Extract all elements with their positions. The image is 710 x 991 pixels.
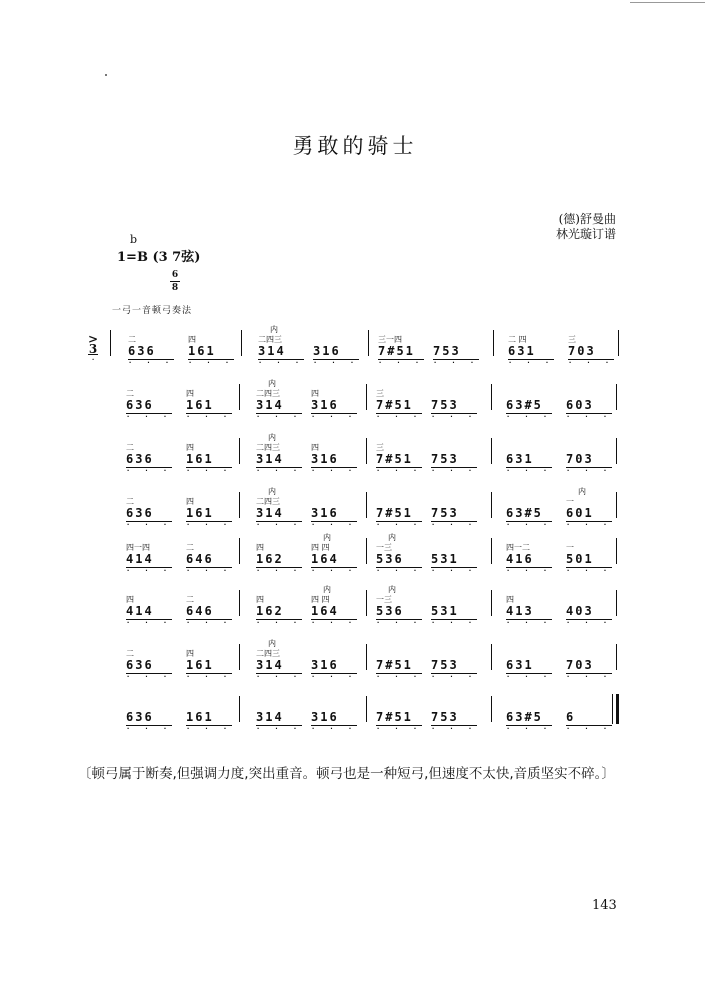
octave-dots: · · ·	[378, 359, 425, 367]
note-digits: 631	[508, 344, 554, 360]
barline	[491, 590, 492, 616]
note-digits: 753	[431, 452, 477, 468]
note-digits: 316	[311, 710, 357, 726]
octave-dots: · · ·	[256, 725, 303, 733]
note-digits: 161	[186, 658, 232, 674]
note-digits: 161	[186, 452, 232, 468]
barline	[491, 696, 492, 722]
note-digits: 753	[431, 710, 477, 726]
note-group	[431, 444, 478, 475]
inner-string-mark: 内	[323, 533, 331, 542]
note-group	[128, 335, 175, 367]
fingering-mark: 四一二	[506, 543, 530, 552]
note-digits: 63#5	[506, 506, 552, 522]
note-group	[311, 498, 358, 529]
final-barline-thin	[612, 694, 613, 724]
inner-string-mark: 内	[323, 585, 331, 594]
note-digits: 314	[256, 398, 302, 414]
score-row	[88, 320, 628, 370]
note-group	[506, 650, 553, 681]
scan-speck	[105, 74, 107, 76]
note-digits: 636	[126, 452, 172, 468]
barline	[616, 492, 617, 518]
note-digits: 501	[566, 552, 612, 568]
fingering-mark: 二	[126, 443, 134, 452]
octave-dots: · · ·	[508, 359, 555, 367]
fingering-mark: 四 四	[311, 595, 330, 604]
octave-dots: · · ·	[311, 413, 358, 421]
note-group	[506, 543, 553, 575]
note-group	[311, 443, 358, 475]
octave-dots: · · ·	[431, 413, 478, 421]
octave-dots: · · ·	[126, 521, 173, 529]
editor-credit: 林光璇订谱	[555, 227, 616, 241]
octave-dots: · · ·	[566, 467, 613, 475]
note-group	[506, 702, 553, 733]
octave-dots: · · ·	[256, 521, 303, 529]
octave-dots: · · ·	[566, 619, 613, 627]
note-group	[126, 443, 173, 475]
note-group	[126, 649, 173, 681]
inner-string-mark: 内	[268, 433, 276, 442]
note-digits: 601	[566, 506, 612, 522]
note-group	[506, 498, 553, 529]
note-digits: 636	[126, 658, 172, 674]
barline	[491, 384, 492, 410]
note-group	[186, 649, 233, 681]
note-group	[311, 702, 358, 733]
barline	[239, 438, 240, 464]
fingering-mark: 四	[126, 595, 134, 604]
barline	[491, 538, 492, 564]
key-text: 1=B (3 7弦)	[117, 250, 201, 265]
octave-dots: · · ·	[311, 521, 358, 529]
barline	[491, 644, 492, 670]
fingering-mark: 四	[311, 443, 319, 452]
note-group	[566, 702, 613, 733]
octave-dots: · · ·	[566, 521, 613, 529]
note-digits: 753	[431, 398, 477, 414]
barline	[366, 492, 367, 518]
note-digits: 63#5	[506, 398, 552, 414]
barline	[239, 696, 240, 722]
note-digits: 6	[566, 710, 612, 726]
octave-dots: · · ·	[186, 619, 233, 627]
fingering-mark: 二	[126, 389, 134, 398]
note-digits: 646	[186, 604, 232, 620]
note-digits: 636	[126, 710, 172, 726]
note-group	[506, 595, 553, 627]
note-digits: 162	[256, 604, 302, 620]
octave-dots: · · ·	[506, 619, 553, 627]
score-row	[88, 528, 628, 578]
fingering-mark: 二四三	[258, 335, 282, 344]
note-group	[256, 379, 303, 421]
note-digits: 631	[506, 658, 552, 674]
octave-dots: · · ·	[376, 673, 423, 681]
octave-dots: · · ·	[566, 725, 613, 733]
note-group	[126, 595, 173, 627]
octave-dots: · · ·	[431, 619, 478, 627]
note-digits: 536	[376, 552, 422, 568]
flat-sign: b	[130, 233, 138, 246]
octave-dots: · · ·	[568, 359, 615, 367]
barline	[366, 644, 367, 670]
barline	[366, 538, 367, 564]
inner-string-mark: 内	[388, 533, 396, 542]
note-group	[311, 585, 358, 627]
fingering-mark: 四 四	[311, 543, 330, 552]
barline	[366, 590, 367, 616]
fingering-mark: 二四三	[256, 443, 280, 452]
octave-dots: · · ·	[431, 521, 478, 529]
final-barline	[616, 694, 619, 724]
octave-dots: · · ·	[186, 521, 233, 529]
octave-dots: · · ·	[186, 413, 233, 421]
composer-credit: (德)舒曼曲	[558, 212, 616, 226]
octave-dots: · · ·	[431, 725, 478, 733]
note-group	[431, 544, 478, 575]
accent-mark: >	[88, 332, 99, 346]
score-row	[88, 580, 628, 630]
score-row	[88, 482, 628, 532]
score-row	[88, 428, 628, 478]
barline	[368, 330, 369, 356]
note-group	[508, 335, 555, 367]
octave-dots: · · ·	[506, 567, 553, 575]
octave-dots: · · ·	[188, 359, 235, 367]
inner-string-mark: 内	[268, 379, 276, 388]
barline	[616, 438, 617, 464]
octave-dots: · · ·	[376, 619, 423, 627]
note-group	[126, 702, 173, 733]
note-group	[256, 595, 303, 627]
fingering-mark: 三	[376, 443, 384, 452]
score-row	[88, 634, 628, 684]
note-digits: 413	[506, 604, 552, 620]
note-digits: 753	[433, 344, 479, 360]
note-group	[126, 497, 173, 529]
note-group	[431, 596, 478, 627]
note-digits: 753	[431, 658, 477, 674]
barline	[491, 438, 492, 464]
note-digits: 636	[128, 344, 174, 360]
note-digits: 314	[256, 658, 302, 674]
barline	[618, 330, 619, 356]
octave-dots: · · ·	[126, 619, 173, 627]
note-group	[186, 389, 233, 421]
inner-string-mark: 内	[388, 585, 396, 594]
octave-dots: · · ·	[258, 359, 305, 367]
note-digits: 636	[126, 506, 172, 522]
fingering-mark: 四	[506, 595, 514, 604]
octave-dots: · · ·	[566, 567, 613, 575]
fingering-mark: 二四三	[256, 497, 280, 506]
note-digits: 161	[188, 344, 234, 360]
octave-dots: · · ·	[311, 725, 358, 733]
barline	[616, 644, 617, 670]
note-digits: 7#51	[376, 506, 422, 522]
note-group	[311, 650, 358, 681]
octave-dots: · · ·	[506, 467, 553, 475]
fingering-mark: 一三	[376, 595, 392, 604]
note-group	[186, 497, 233, 529]
key-signature	[117, 233, 201, 265]
note-digits: 703	[566, 658, 612, 674]
scan-edge-line	[630, 2, 705, 3]
note-digits: 531	[431, 604, 477, 620]
page-number: 143	[592, 898, 617, 913]
octave-dots: · · ·	[376, 467, 423, 475]
note-digits: 753	[431, 506, 477, 522]
note-digits: 531	[431, 552, 477, 568]
fingering-mark: 三	[568, 335, 576, 344]
note-digits: 7#51	[378, 344, 424, 360]
note-group	[376, 389, 423, 421]
note-group	[186, 543, 233, 575]
note-digits: 63#5	[506, 710, 552, 726]
barline	[241, 330, 242, 356]
note-group	[506, 444, 553, 475]
barline	[239, 644, 240, 670]
note-digits: 161	[186, 398, 232, 414]
fingering-mark: 二四三	[256, 649, 280, 658]
note-digits: 164	[311, 604, 357, 620]
inner-string-mark: 内	[578, 487, 586, 496]
note-group	[433, 336, 480, 367]
fingering-mark: 二 四	[508, 335, 527, 344]
octave-dots: · · ·	[376, 413, 423, 421]
barline	[110, 330, 111, 356]
note-group	[313, 336, 360, 367]
octave-dots: · · ·	[186, 567, 233, 575]
octave-dots: · · ·	[256, 567, 303, 575]
note-group	[566, 487, 613, 529]
barline	[239, 590, 240, 616]
note-group	[256, 433, 303, 475]
note-digits: 7#51	[376, 710, 422, 726]
note-group	[376, 702, 423, 733]
note-group	[186, 595, 233, 627]
note-group	[311, 389, 358, 421]
note-digits: 314	[258, 344, 304, 360]
octave-dots: · · ·	[311, 619, 358, 627]
octave-dots: · · ·	[186, 725, 233, 733]
octave-dots: · · ·	[126, 725, 173, 733]
barline	[491, 492, 492, 518]
octave-dots: · · ·	[126, 673, 173, 681]
time-top: 6	[171, 270, 179, 280]
octave-dots: · · ·	[256, 413, 303, 421]
note-group	[256, 487, 303, 529]
octave-dots: · · ·	[431, 467, 478, 475]
fingering-mark: 四	[186, 649, 194, 658]
note-group	[126, 389, 173, 421]
barline	[366, 438, 367, 464]
fingering-mark: 二	[128, 335, 136, 344]
octave-dots: · · ·	[126, 567, 173, 575]
barline	[493, 330, 494, 356]
note-group	[566, 390, 613, 421]
pickup-note: > 3 ·	[88, 332, 99, 364]
octave-dots: · · ·	[566, 673, 613, 681]
technique-label: 一弓一音顿弓奏法	[112, 306, 193, 316]
octave-dots: · · ·	[431, 673, 478, 681]
octave-dots: · · ·	[566, 413, 613, 421]
note-digits: 646	[186, 552, 232, 568]
octave-dots: · · ·	[186, 467, 233, 475]
note-group	[311, 533, 358, 575]
note-group	[566, 596, 613, 627]
octave-dots: · · ·	[311, 673, 358, 681]
octave-dots: · · ·	[313, 359, 360, 367]
note-digits: 164	[311, 552, 357, 568]
note-digits: 316	[311, 658, 357, 674]
octave-dots: · · ·	[186, 673, 233, 681]
note-group	[258, 325, 305, 367]
octave-dots: · · ·	[256, 467, 303, 475]
note-group	[376, 585, 423, 627]
barline	[616, 590, 617, 616]
inner-string-mark: 内	[268, 487, 276, 496]
note-group	[431, 650, 478, 681]
note-digits: 314	[256, 710, 302, 726]
note-digits: 7#51	[376, 452, 422, 468]
note-digits: 414	[126, 552, 172, 568]
note-digits: 703	[568, 344, 614, 360]
time-signature	[170, 270, 180, 293]
note-group	[186, 443, 233, 475]
note-digits: 416	[506, 552, 552, 568]
note-digits: 161	[186, 506, 232, 522]
note-group	[431, 498, 478, 529]
note-digits: 631	[506, 452, 552, 468]
time-bottom: 8	[171, 283, 179, 293]
fingering-mark: 一三	[376, 543, 392, 552]
note-digits: 403	[566, 604, 612, 620]
note-digits: 7#51	[376, 658, 422, 674]
note-digits: 636	[126, 398, 172, 414]
note-group	[376, 533, 423, 575]
note-digits: 316	[313, 344, 359, 360]
note-digits: 7#51	[376, 398, 422, 414]
fingering-mark: 一	[566, 543, 574, 552]
fingering-mark: 四	[188, 335, 196, 344]
octave-dots: · · ·	[311, 567, 358, 575]
fingering-mark: 四	[186, 443, 194, 452]
barline	[616, 538, 617, 564]
note-digits: 314	[256, 452, 302, 468]
note-group	[376, 498, 423, 529]
fingering-mark: 二	[186, 595, 194, 604]
octave-dots: · · ·	[506, 413, 553, 421]
note-digits: 314	[256, 506, 302, 522]
octave-dots: · · ·	[433, 359, 480, 367]
note-digits: 603	[566, 398, 612, 414]
note-digits: 703	[566, 452, 612, 468]
barline	[239, 492, 240, 518]
fingering-mark: 三	[376, 389, 384, 398]
octave-dots: · · ·	[376, 521, 423, 529]
octave-dots: · · ·	[506, 521, 553, 529]
score-row	[88, 374, 628, 424]
note-group	[506, 390, 553, 421]
fingering-mark: 四一四	[126, 543, 150, 552]
credits	[556, 212, 616, 242]
barline	[366, 696, 367, 722]
note-digits: 536	[376, 604, 422, 620]
note-digits: 161	[186, 710, 232, 726]
barline	[616, 384, 617, 410]
note-digits: 316	[311, 398, 357, 414]
note-group	[188, 335, 235, 367]
octave-dots: · · ·	[506, 673, 553, 681]
barline	[239, 384, 240, 410]
score-row	[88, 686, 628, 736]
octave-dots: · · ·	[376, 567, 423, 575]
fingering-mark: 四	[311, 389, 319, 398]
note-group	[376, 443, 423, 475]
octave-dots: · · ·	[311, 467, 358, 475]
note-group	[126, 543, 173, 575]
fingering-mark: 四	[256, 595, 264, 604]
fingering-mark: 三一四	[378, 335, 402, 344]
fingering-mark: 二	[186, 543, 194, 552]
inner-string-mark: 内	[270, 325, 278, 334]
note-group	[431, 390, 478, 421]
note-group	[566, 650, 613, 681]
commentary-text: 〔顿弓属于断奏,但强调力度,突出重音。顿弓也是一种短弓,但速度不太快,音质坚实不碎。〕	[78, 766, 615, 782]
note-group	[256, 639, 303, 681]
note-group	[376, 650, 423, 681]
note-digits: 414	[126, 604, 172, 620]
note-group	[378, 335, 425, 367]
octave-dots: · · ·	[431, 567, 478, 575]
octave-dots: · · ·	[128, 359, 175, 367]
note-digits: 162	[256, 552, 302, 568]
octave-dots: · · ·	[126, 467, 173, 475]
fingering-mark: 二	[126, 497, 134, 506]
note-group	[566, 444, 613, 475]
fingering-mark: 二	[126, 649, 134, 658]
page-title: 勇敢的骑士	[292, 134, 418, 158]
barline	[366, 384, 367, 410]
octave-dots: · · ·	[126, 413, 173, 421]
note-group	[566, 543, 613, 575]
fingering-mark: 二四三	[256, 389, 280, 398]
inner-string-mark: 内	[268, 639, 276, 648]
barline	[239, 538, 240, 564]
octave-dots: · · ·	[376, 725, 423, 733]
fingering-mark: 一	[566, 497, 574, 506]
note-group	[568, 335, 615, 367]
fingering-mark: 四	[186, 497, 194, 506]
note-group	[256, 702, 303, 733]
octave-dots: · · ·	[256, 673, 303, 681]
fingering-mark: 四	[256, 543, 264, 552]
note-digits: 316	[311, 452, 357, 468]
note-group	[431, 702, 478, 733]
time-line	[170, 281, 180, 282]
note-group	[256, 543, 303, 575]
octave-dots: · · ·	[506, 725, 553, 733]
octave-dots: · · ·	[256, 619, 303, 627]
note-digits: 316	[311, 506, 357, 522]
fingering-mark: 四	[186, 389, 194, 398]
note-group	[186, 702, 233, 733]
pickup-digit: 3	[88, 342, 98, 356]
